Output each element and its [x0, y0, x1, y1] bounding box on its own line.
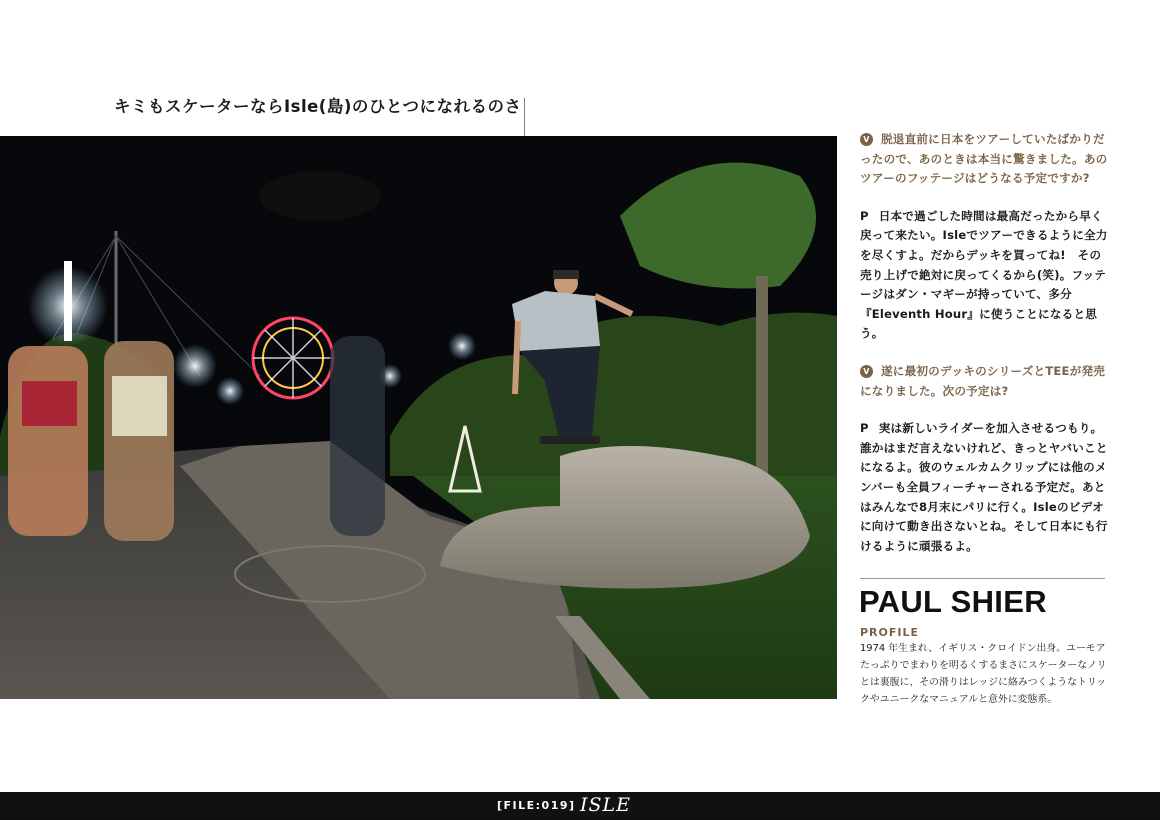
question-1: V 脱退直前に日本をツアーしていたばかりだったので、あのときは本当に驚きました。あのツアーのフッテージはどうなる予定ですか? [860, 132, 1108, 186]
answer-1: P 日本で過ごした時間は最高だったから早く戻って来たい。Isleでツアーできるように全力を尽くすよ。だからデッキを買ってね! その売り上げで絶対に戻ってくるから(笑)。フッテージはダン・マギーが持っていて、多分『Eleventh Hour』に使うことになると思う。 [860, 208, 1108, 341]
question-mark-icon: V [860, 133, 873, 146]
headline-divider [524, 98, 525, 136]
footer-bar [0, 792, 1160, 820]
interview-block [860, 130, 1108, 556]
isle-logo: ISLE [580, 794, 632, 816]
file-number: [FILE:019] [497, 799, 576, 812]
profile-text: 1974 年生まれ、イギリス・クロイドン出身。ユーモアたっぷりでまわりを明るくするまさにスケーターなノリとは裏腹に、その滑りはレッジに絡みつくようなトリックやユニークなマニュアルと意外に変態系。 [860, 643, 1107, 705]
night-skate-scene [0, 136, 837, 699]
headline: キミもスケーターならIsle(島)のひとつになれるのさ [114, 97, 522, 116]
question-mark-icon: V [860, 365, 873, 378]
answer-mark: P [860, 421, 869, 436]
profile-name: PAUL SHIER [859, 584, 1047, 619]
skate-photo [0, 136, 837, 699]
ferris-wheel [253, 318, 333, 398]
profile-divider [860, 578, 1105, 579]
question-2: V 遂に最初のデッキのシリーズとTEEが発売になりました。次の予定は? [860, 363, 1106, 398]
answer-2: P 実は新しいライダーを加入させるつもり。誰かはまだ言えないけれど、きっとヤバいことになるよ。彼のウェルカムクリップには他のメンバーも全員フィーチャーされる予定だ。あとはみんなで8月末にパリに行く。Isleのビデオに向けて動き出さないとね。そして日本にも行けるように頑張るよ。 [860, 421, 1108, 553]
profile-label: PROFILE [860, 626, 920, 639]
answer-mark: P [860, 208, 869, 223]
